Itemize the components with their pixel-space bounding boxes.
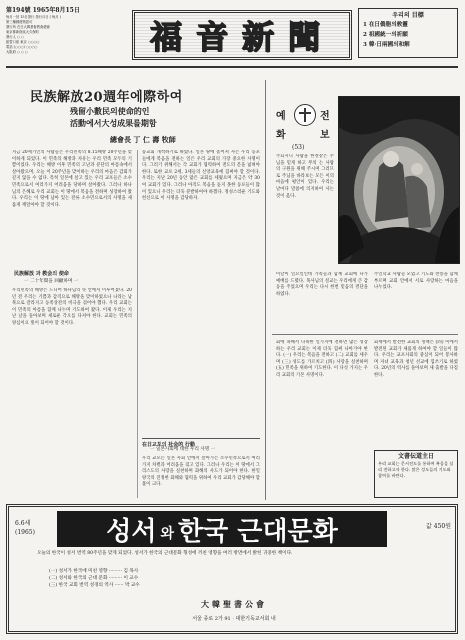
section-divider [272,334,458,335]
feature-label: 예 [276,111,286,122]
meta-line: 振替口座 東京 ○○○○ [6,40,40,45]
meta-line: 發行所 在日大韓基督教會總會 [6,25,50,30]
notice-title: 文書伝道主日 [397,453,434,460]
goal-item: 2 祖國統一의祈願 [363,32,408,38]
article-column-1b: 우리민족의 해방은 드디어 하나님의 뜻 안에서 이루어졌다. 20년 전 우리는 기쁨과 감격으로 해방을 맞이하였으나 나라는 남북으로 갈라지고 동족상잔의 비극을 겪어야 했다. 우리 교회는 이 민족의 아픔을 함께 나누며 기도하여 왔다. 이제 우리는 지난 날을 돌아보며 새로운 각오를 다져야 한다. 교회는 민족의 양심이요 빛이 되어야 할 것이다. [12,288,132,326]
masthead-title: 福音新聞 [149,18,334,56]
book-advertisement [6,504,458,634]
section-subhead: 在日교포의 社会的 行動 [142,438,260,448]
section-subhead: 民族解放 과 教会의 使命 [14,271,69,277]
ad-address: 서울 종로 2가 91 · 대한기독교서회 내 [192,616,276,622]
masthead-title-box [132,10,352,60]
issue-date: 1965年8月15日 [32,7,80,14]
goal-item: 3 韓·日兩國의和解 [363,42,410,48]
ad-toc [49,569,349,589]
ad-left-label: 6.6세 (1965) [15,520,35,536]
section-subhead-2: 一 일본사회에 대한 우리 사명 一 [150,447,216,452]
meta-line: 第三種郵便物認可 [6,20,33,25]
article-subhead: 活動에서大성成果를期함 [70,118,157,128]
goals-box [358,8,458,58]
meta-line: 毎月一回 15日発行 発行月日 ( 毎月 ) [6,15,61,20]
article-subhead: 残留小數民의使命的인 [70,106,150,116]
masthead-rule [6,66,458,68]
feature-column-e: 회세에서 발전한 교회의 정책은 (四) 미에서 발전된 교회가 새롭게 하여야 할 일들이 많다. 우리는 교포사회의 중심이 되어 봉사하며 자녀 교육과 청년 선교에 힘쓰기로 하였다. 20년의 역사를 돌아보며 새 출발을 다짐한다. [374,340,458,378]
feature-number: (53) [292,144,305,151]
feature-illustration [338,96,460,264]
article-column-2: 등교회 개척하기로 하였다. 일본 땅에 흩어져 사는 우리 동포들에게 복음을 전하는 일은 우리 교회의 가장 중요한 사명이다. 그러기 위해서는 각 교회가 협력하여 전도의 문을 넓혀야 한다. 또한 교포 2세, 3세들의 신앙교육에 힘써야 할 것이다. 우리는 지난 20년 동안 많은 교회를 세웠으며 지금은 약 30여 교회가 있다. 그러나 아직도 복음을 듣지 못한 동포들이 많이 있으니 우리는 더욱 분발하여야 하겠다. 정성스러운 기도와 헌신으로 이 사명을 감당하자. [142,150,260,202]
notice-box [374,450,458,498]
column-divider [137,150,138,498]
notice-text: 우리 교회는 문서전도를 통하여 복음을 널리 전하고자 한다. 많은 성도들의 기도와 참여를 바란다. [378,461,454,478]
cave-scene-image [339,97,459,263]
column-divider [265,80,266,500]
toc-item: (三) 한국 교회 번역 성경의 역사 ······ 박 교수 [49,582,140,588]
issue-info-block [6,8,126,66]
feature-label: 전 [320,111,330,122]
goals-title: 우리의 目標 [392,12,424,19]
meta-line: 電話 (○○○) ○○○○ [6,45,38,50]
meta-line: 大阪府 ○ ○ ○ [6,50,28,55]
ad-body: 오늘의 한국이 성서 번역 80주년을 맞게 되었다. 성서가 한국의 근대문화 형성에 끼친 영향을 여러 방면에서 밝힌 귀중한 책이다. [37,551,293,556]
feature-column-b: 이날이 일요일인데 가족들과 함께 교회에 나가 예배를 드렸다. 목사님의 설교는 우리에게 큰 감동을 주었으며 우리는 다시 한번 믿음의 결단을 하였다. [276,272,368,297]
feature-column-c: 주일학교 사람들 모였고 기도와 찬송을 함께 부르며 교회 안에서 서로 사랑하는 마음을 나누었다. [374,272,458,291]
ad-title-part: 성서 [106,516,157,547]
feature-label: 보 [320,130,330,141]
ad-price: 값 450원 [426,523,451,530]
section-subhead-2: 一 二十年間을 回顧하며 一 [24,279,79,284]
meta-line: 發行人 ○ ○ [6,35,24,40]
feature-column-a: 주되시니 사람을 한결같은 주님을 믿게 하고 무의 는 사람의 구원을 위해 주시며 그러므로 주님을 바라보는 모든 이의 마음에 평안이 있다. 우리는 날마다 말씀에 의지하여 사는 것이 옳다. [276,154,334,199]
article-byline: 總會長 丁 仁 壽 牧師 [110,135,176,144]
article-headline: 民族解放20週年에際하여 [30,90,183,105]
issue-number: 第194號 [6,7,31,14]
toc-item: (一) 성서가 한국에 미친 영향 ········· 김 목사 [49,569,139,574]
article-column-2b: 우리 교포는 일본 사회 안에서 살아가는 소수민족으로서 여러 가지 차별과 어려움을 겪고 있다. 그러나 우리는 이 땅에서 그리스도의 사랑을 실천하며 화해의 사도가 되어야 한다. 한일 양국의 진정한 화해와 협력을 위하여 우리 교회가 감당해야 할 몫이 크다. [142,456,260,488]
ad-title [57,511,387,547]
feature-label-block [274,104,334,144]
meta-line: 東京都新宿區大久保町 [6,30,39,35]
ad-title-part: 와 [160,526,174,542]
cross-icon [294,104,316,126]
article-column-1: 지금 20세기인의 사람들은 우리민족의 8.15해방 20주년을 맞이하게 되었다. 이 민족의 해방과 자유는 우리 민족 모두의 기쁨이었다. 우리는 해방 이후 민족의 고난과 분단의 아픔속에서 살아왔으며, 오늘 이 20주년을 맞이하는 우리의 마음은 감회가 깊지 않을 수 없다. 특히 일본에 살고 있는 우리 교포들은 소수민족으로서 여러가지 어려움을 당하며 살아왔다. 그러나 하나님의 은혜로 우리 교회는 이 땅에서 복음을 전하며 성장하여 왔다. 우리는 이 땅에 남아 있는 잔류 소수민으로서의 사명을 새롭게 깨달아야 할 것이다. [12,150,132,208]
feature-label: 화 [276,130,286,141]
ad-title-part: 한국 근대문화 [178,516,338,547]
toc-item: (二) 성서와 한국의 근대 문화 ········· 이 교수 [49,575,139,581]
feature-column-d: 회에 속해서 다목한 일가지에 전하면 많은 성장하는 우리 교회는 이제 더욱 힘써 나아가야 한다. (一) 우리는 복음을 전하고 (二) 교회를 세우며 (三) 성도를 가르치고 (四) 사랑을 실천하며 (五) 민족을 위하여 기도한다. 이 다섯 가지는 우리 교회의 기본 사명이다. [276,340,368,378]
goal-item: 1 在日僑胞의敎靈 [363,22,408,28]
ad-publisher: 大韓聖書公會 [201,599,267,609]
